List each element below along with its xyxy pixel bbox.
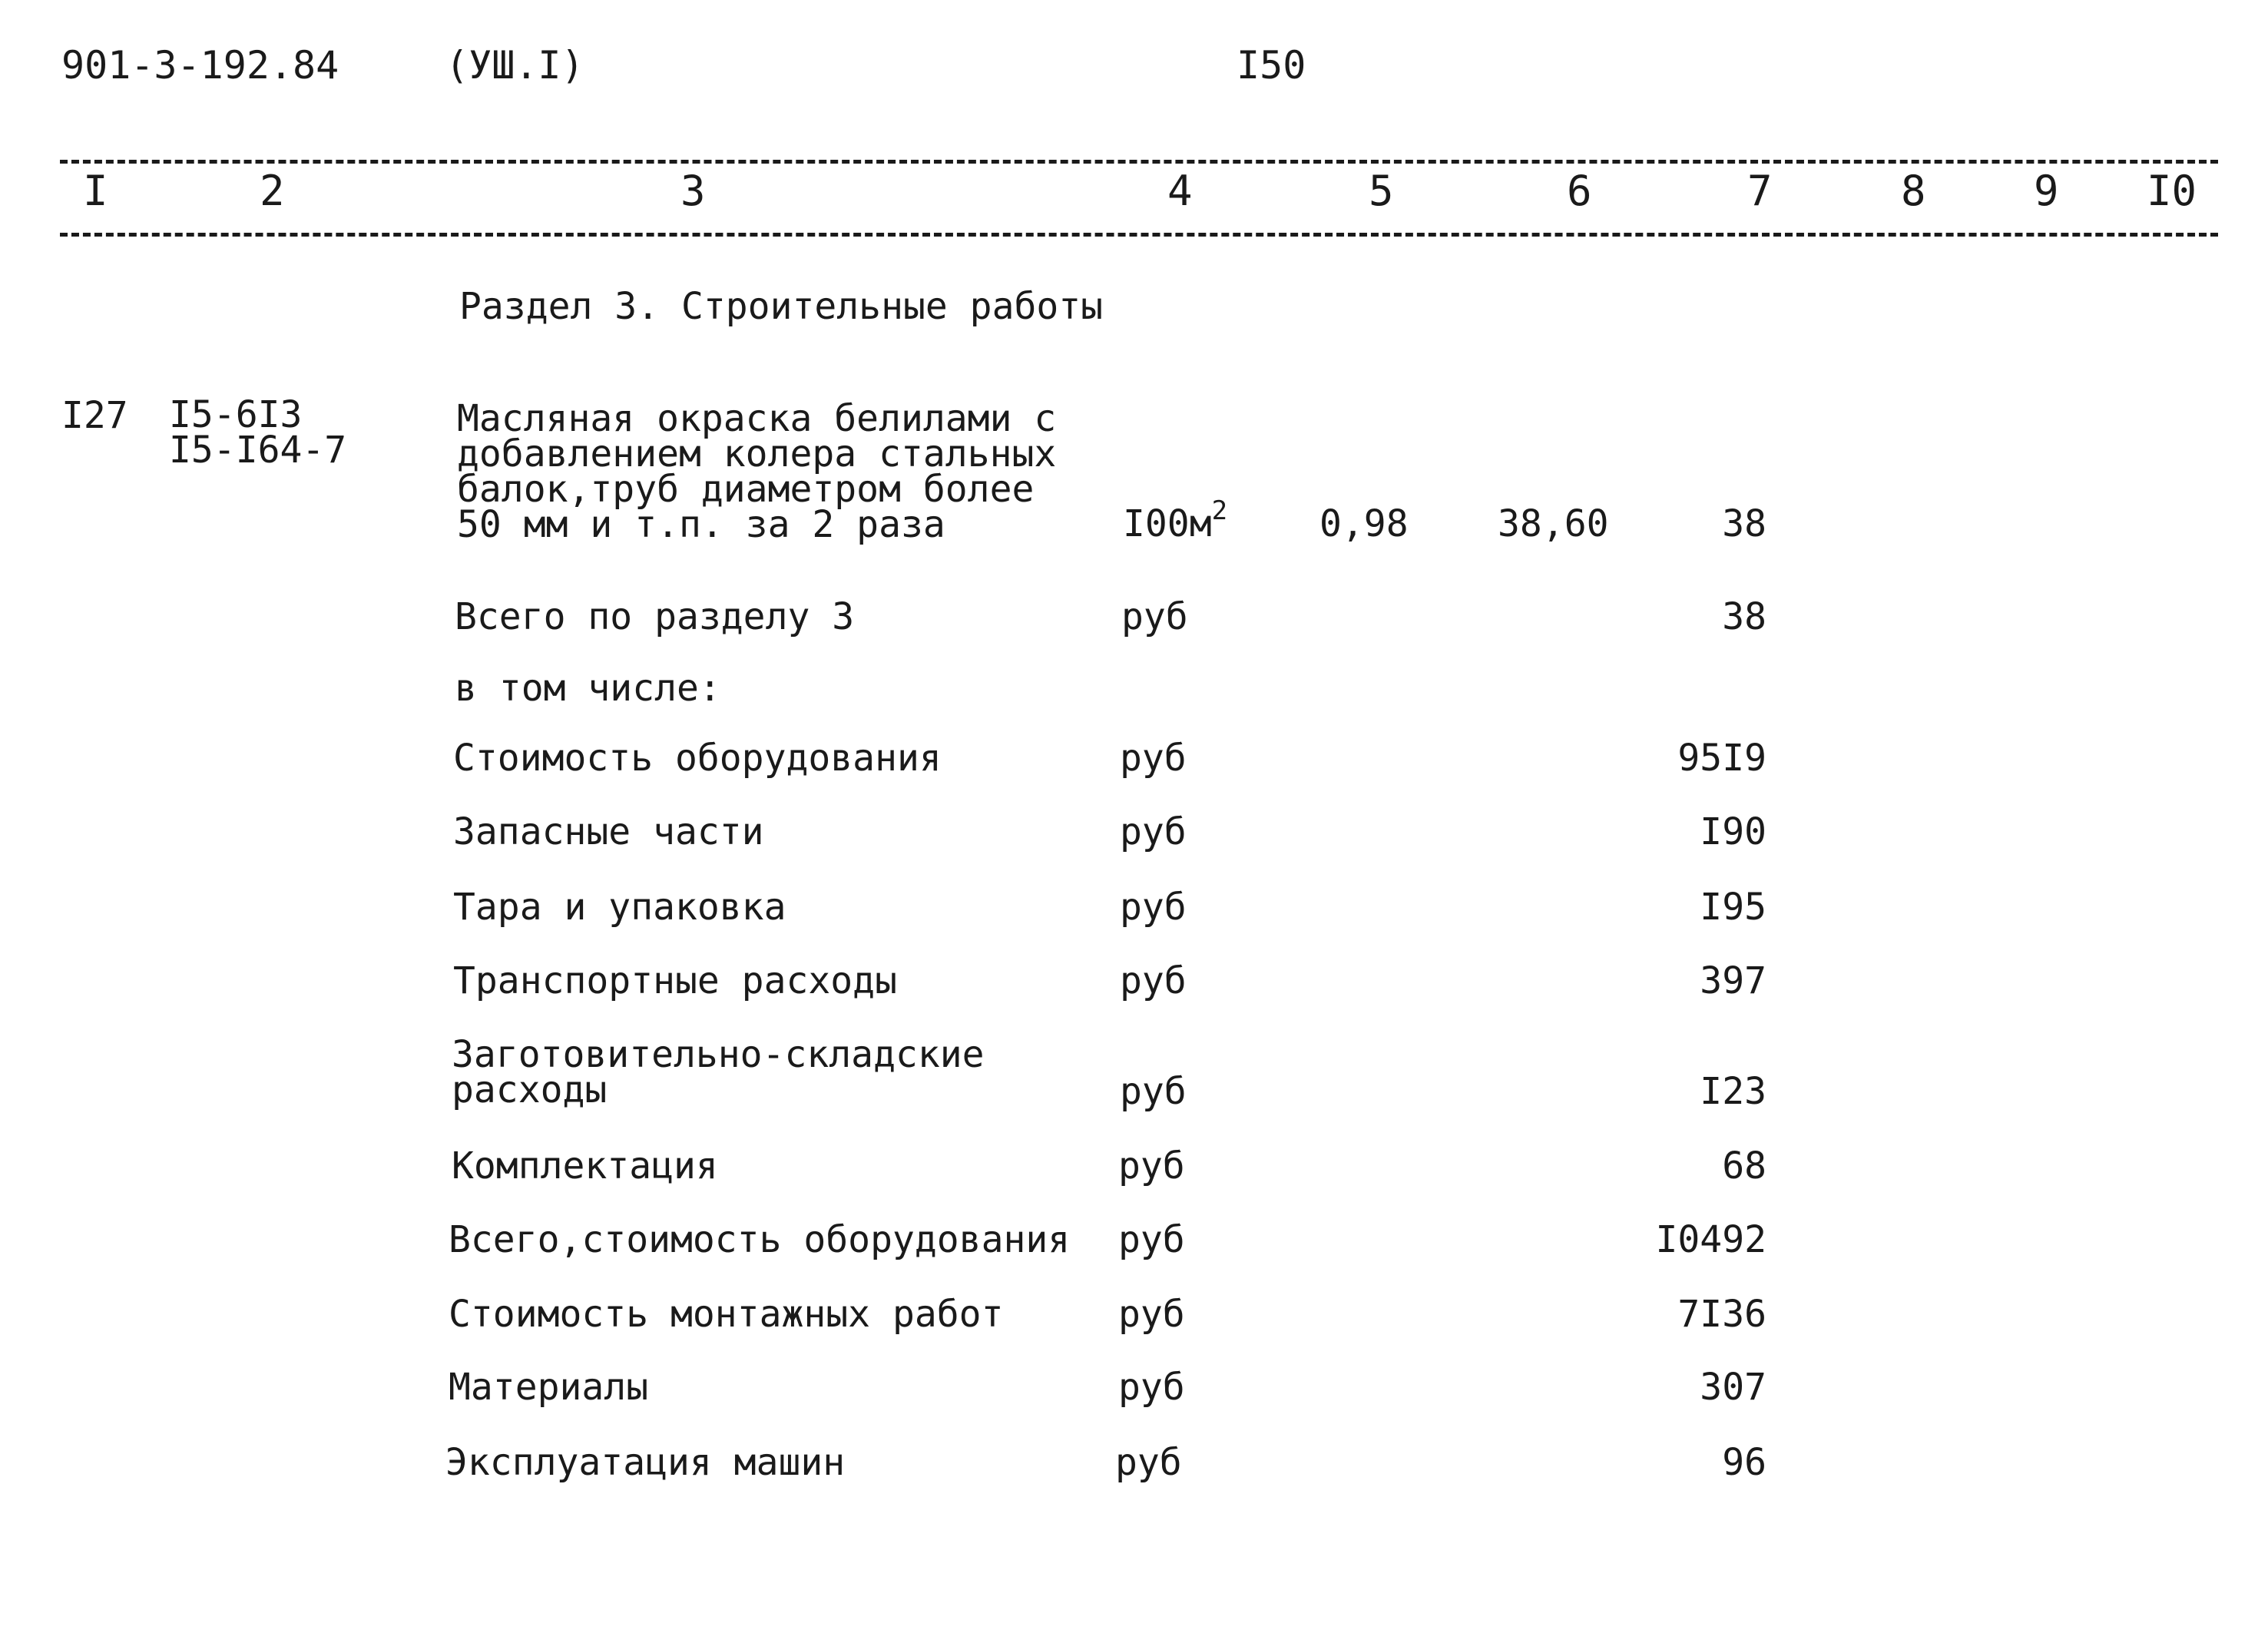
- row-label: Транспортные расходы: [453, 959, 897, 1002]
- column-number-5: 5: [1369, 167, 1394, 215]
- item-unit-base: I00м: [1123, 502, 1212, 545]
- row-unit: руб: [1118, 1366, 1185, 1409]
- row-label: Тара и упаковка: [453, 886, 786, 929]
- item-unit-price: 38,60: [1498, 502, 1609, 545]
- row-value: 95I9: [1677, 737, 1766, 780]
- column-number-1: I: [83, 167, 108, 215]
- page-number: I50: [1237, 43, 1306, 88]
- column-number-3: 3: [680, 167, 706, 215]
- row-unit: руб: [1120, 886, 1187, 929]
- row-value: 96: [1722, 1441, 1766, 1484]
- row-label: Материалы: [449, 1366, 649, 1409]
- row-value: 397: [1700, 959, 1766, 1002]
- item-total: 38: [1722, 502, 1766, 545]
- item-unit: [1123, 495, 1228, 545]
- row-label: Заготовительно-складские расходы: [452, 1033, 985, 1111]
- column-number-9: 9: [2034, 167, 2059, 215]
- header-top-rule: [60, 160, 2218, 164]
- row-value: 68: [1722, 1144, 1766, 1187]
- item-quantity: 0,98: [1319, 502, 1409, 545]
- row-unit: руб: [1120, 810, 1187, 853]
- row-value: I23: [1700, 1070, 1766, 1113]
- row-label: Стоимость оборудования: [453, 737, 942, 780]
- row-value: I0492: [1655, 1218, 1766, 1261]
- column-number-6: 6: [1567, 167, 1592, 215]
- row-unit: руб: [1118, 1293, 1185, 1336]
- column-number-4: 4: [1167, 167, 1193, 215]
- section-title: Раздел 3. Строительные работы: [459, 285, 1104, 328]
- row-label: Запасные части: [453, 810, 764, 853]
- row-unit: руб: [1120, 959, 1187, 1002]
- row-label: Комплектация: [452, 1144, 718, 1187]
- column-number-8: 8: [1901, 167, 1926, 215]
- row-unit: руб: [1118, 1218, 1185, 1261]
- section-total-unit: руб: [1121, 595, 1188, 638]
- row-label: Стоимость монтажных работ: [449, 1293, 1004, 1336]
- row-label: Всего,стоимость оборудования: [449, 1218, 1071, 1261]
- column-number-2: 2: [260, 167, 285, 215]
- row-unit: руб: [1115, 1441, 1182, 1484]
- row-value: 307: [1700, 1366, 1766, 1409]
- section-total-label: Всего по разделу 3: [455, 595, 855, 638]
- row-label: Эксплуатация машин: [445, 1441, 846, 1484]
- item-description: Масляная окраска белилами с добавлением колера стальных балок,труб диаметром более 50 мм и т.п. за 2 раза: [457, 397, 1057, 546]
- section-total-value: 38: [1722, 595, 1766, 638]
- row-value: 7I36: [1677, 1293, 1766, 1336]
- album-number: (УШ.I): [445, 43, 584, 88]
- item-unit-power: 2: [1211, 495, 1228, 526]
- column-number-10: I0: [2147, 167, 2197, 215]
- row-value: I95: [1700, 886, 1766, 929]
- row-unit: руб: [1118, 1144, 1185, 1187]
- row-value: I90: [1700, 810, 1766, 853]
- column-number-7: 7: [1747, 167, 1773, 215]
- document-code: 901-3-192.84: [61, 43, 339, 88]
- item-codes: I5-6I3 I5-I64-7: [169, 393, 347, 472]
- row-unit: руб: [1120, 1070, 1187, 1113]
- including-label: в том числе:: [455, 667, 721, 710]
- item-number: I27: [61, 394, 128, 437]
- header-bottom-rule: [60, 233, 2218, 237]
- row-unit: руб: [1120, 737, 1187, 780]
